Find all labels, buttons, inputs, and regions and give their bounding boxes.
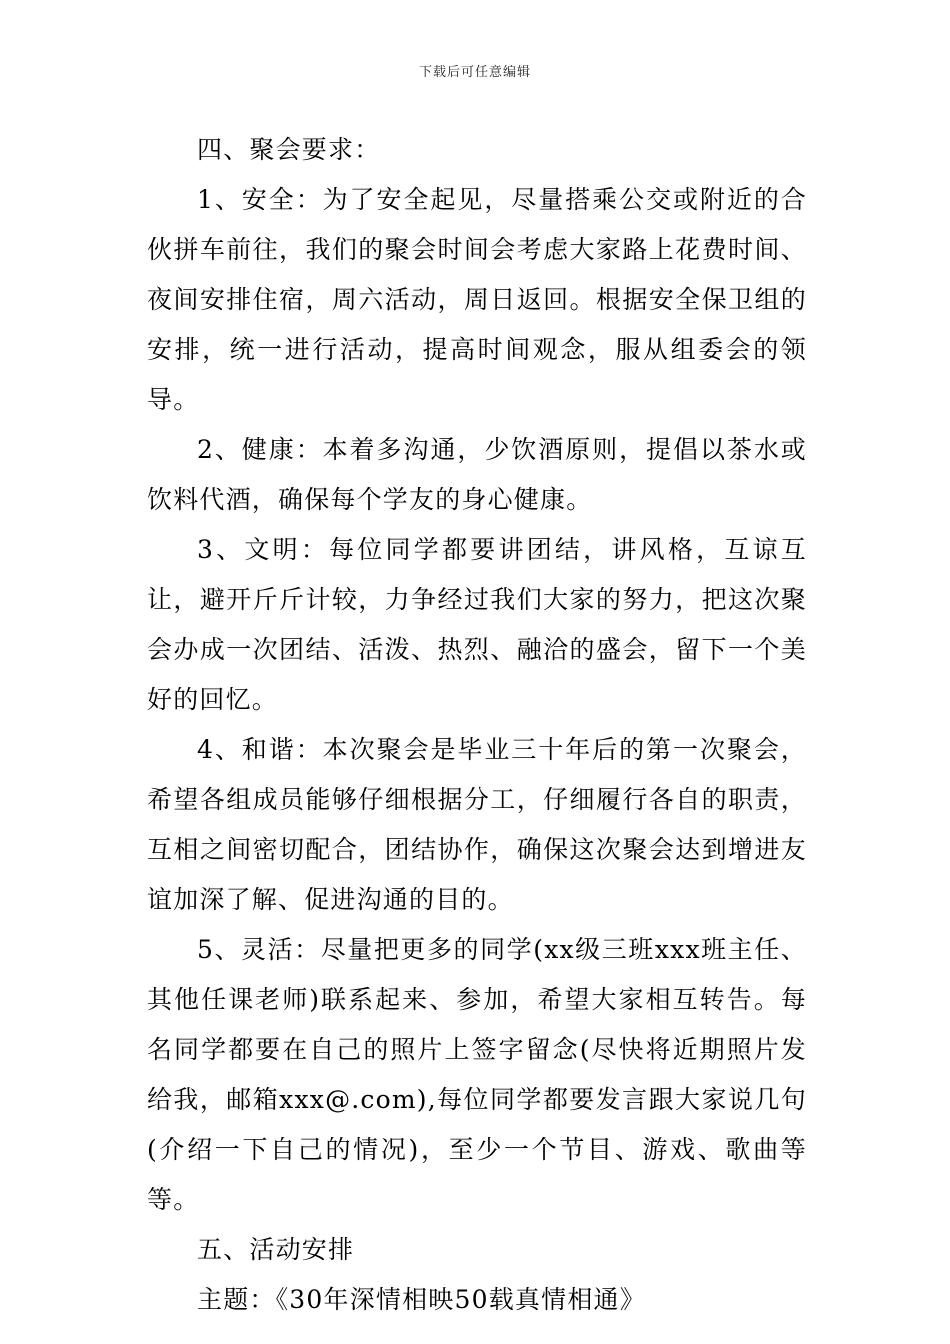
paragraph-civility: 3、文明：每位同学都要讲团结，讲风格，互谅互让，避开斤斤计较，力争经过我们大家的努力，把这次聚会办成一次团结、活泼、热烈、融洽的盛会，留下一个美好的回忆。	[147, 535, 807, 714]
paragraph-flexibility: 5、灵活：尽量把更多的同学(xx级三班xxx班主任、其他任课老师)联系起来、参加，希望大家相互转告。每名同学都要在自己的照片上签字留念(尽快将近期照片发给我，邮箱xxx@.com),每位同学都要发言跟大家说几句(介绍一下自己的情况)，至少一个节目、游戏、歌曲等等。	[147, 935, 807, 1214]
paragraph-harmony: 4、和谐：本次聚会是毕业三十年后的第一次聚会，希望各组成员能够仔细根据分工，仔细履行各自的职责，互相之间密切配合，团结协作，确保这次聚会达到增进友谊加深了解、促进沟通的目的。	[147, 735, 807, 914]
document-body	[147, 125, 807, 1325]
page-header: 下载后可任意编辑	[418, 65, 531, 80]
paragraph-health: 2、健康：本着多沟通，少饮酒原则，提倡以茶水或饮料代酒，确保每个学友的身心健康。	[147, 435, 807, 514]
section-heading-requirements: 四、聚会要求：	[197, 135, 381, 164]
paragraph-safety: 1、安全：为了安全起见，尽量搭乘公交或附近的合伙拼车前往，我们的聚会时间会考虑大家路上花费时间、夜间安排住宿，周六活动，周日返回。根据安全保卫组的安排，统一进行活动，提高时间观念，服从组委会的领导。	[147, 185, 807, 414]
paragraph-theme: 主题：《30年深情相映50载真情相通》	[197, 1285, 646, 1314]
section-heading-activities: 五、活动安排	[197, 1235, 355, 1264]
